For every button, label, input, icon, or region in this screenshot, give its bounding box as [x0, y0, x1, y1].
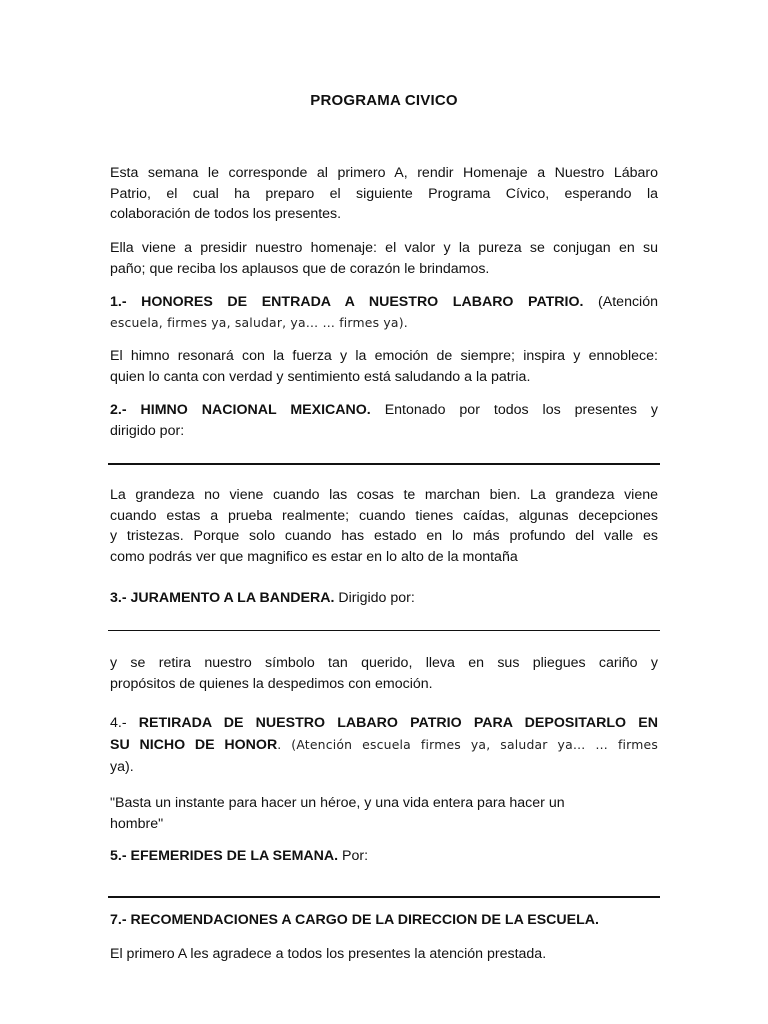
item-4-line-3: ya).: [110, 759, 134, 775]
grandeza-line-1: La grandeza no viene cuando las cosas te marchan bien. La grandeza viene: [110, 487, 658, 503]
item-4-heading-2: SU NICHO DE HONOR: [110, 737, 278, 753]
presidir-paragraph: [110, 238, 658, 279]
presidir-line-2: paño; que reciba los aplausos que de corazón le brindamos.: [110, 260, 490, 277]
item-4-line-2: [110, 734, 658, 756]
item-7-heading: 7.- RECOMENDACIONES A CARGO DE LA DIRECCION DE LA ESCUELA.: [110, 912, 599, 928]
himno-line-1: El himno resonará con la fuerza y la emoción de siempre; inspira y ennoblece:: [110, 348, 658, 364]
item-4-retirada: [110, 712, 658, 778]
item-5-efemerides: [110, 846, 658, 867]
signature-line-himno: [108, 463, 660, 465]
item-1-line-1: [110, 292, 658, 313]
page-title: PROGRAMA CIVICO: [310, 92, 458, 109]
item-4-heading-1: RETIRADA DE NUESTRO LABARO PATRIO PARA DEPOSITARLO EN: [138, 715, 659, 731]
signature-line-efemerides: [108, 896, 660, 898]
item-1-line-2: escuela, firmes ya, saludar, ya… … firmes ya).: [110, 314, 408, 330]
signature-line-juramento: [108, 630, 660, 631]
item-2-rest: Entonado por todos los presentes y: [370, 402, 658, 418]
retira-line-2: propósitos de quienes la despedimos con emoción.: [110, 675, 433, 692]
intro-paragraph: [110, 163, 658, 225]
item-4-number: 4.-: [110, 715, 139, 731]
item-2-heading: 2.- HIMNO NACIONAL MEXICANO.: [110, 402, 371, 418]
retira-line-1: y se retira nuestro símbolo tan querido, lleva en sus pliegues cariño y: [110, 655, 658, 671]
quote-line-2: hombre": [110, 815, 164, 832]
intro-line-2: Patrio, el cual ha preparo el siguiente Programa Cívico, esperando la: [110, 185, 658, 202]
item-5-rest: Por:: [338, 848, 369, 864]
himno-line-2: quien lo canta con verdad y sentimiento está saludando a la patria.: [110, 368, 531, 385]
item-3-line-1: [110, 588, 658, 609]
item-1-rest: (Atención: [583, 294, 658, 310]
item-3-heading: 3.- JURAMENTO A LA BANDERA.: [110, 590, 335, 606]
item-1-honores: [110, 292, 658, 333]
intro-line-3: colaboración de todos los presentes.: [110, 206, 342, 222]
grandeza-line-4: como podrás ver que magnifico es estar en lo alto de la montaña: [110, 548, 518, 565]
item-1-heading: 1.- HONORES DE ENTRADA A NUESTRO LABARO PATRIO.: [110, 294, 584, 310]
item-2-line-2: dirigido por:: [110, 422, 185, 439]
item-7-recomendaciones: [110, 910, 658, 931]
item-4-rest: . (Atención escuela firmes ya, saludar ya… … firmes: [277, 737, 658, 752]
quote-paragraph: [110, 793, 658, 834]
grandeza-line-3: y tristezas. Porque solo cuando has estado en lo más profundo del valle es: [110, 528, 658, 544]
item-2-himno: [110, 400, 658, 441]
grandeza-line-2: cuando estas a prueba realmente; cuando tienes caídas, algunas decepciones: [110, 507, 658, 524]
quote-line-1: "Basta un instante para hacer un héroe, y una vida entera para hacer un: [110, 795, 565, 811]
item-5-heading: 5.- EFEMERIDES DE LA SEMANA.: [110, 848, 339, 864]
presidir-line-1: Ella viene a presidir nuestro homenaje: el valor y la pureza se conjugan en su: [110, 240, 658, 256]
retira-paragraph: [110, 653, 658, 694]
intro-line-1: Esta semana le corresponde al primero A, rendir Homenaje a Nuestro Lábaro: [110, 165, 658, 181]
item-4-line-1: [110, 712, 658, 734]
item-2-line-1: [110, 400, 658, 421]
grandeza-paragraph: [110, 485, 658, 567]
himno-paragraph: [110, 346, 658, 387]
item-3-juramento: [110, 588, 658, 609]
item-3-rest: Dirigido por:: [334, 590, 415, 606]
closing-line: El primero A les agradece a todos los presentes la atención prestada.: [110, 946, 547, 962]
item-5-line-1: [110, 846, 658, 867]
closing-paragraph: [110, 944, 658, 965]
